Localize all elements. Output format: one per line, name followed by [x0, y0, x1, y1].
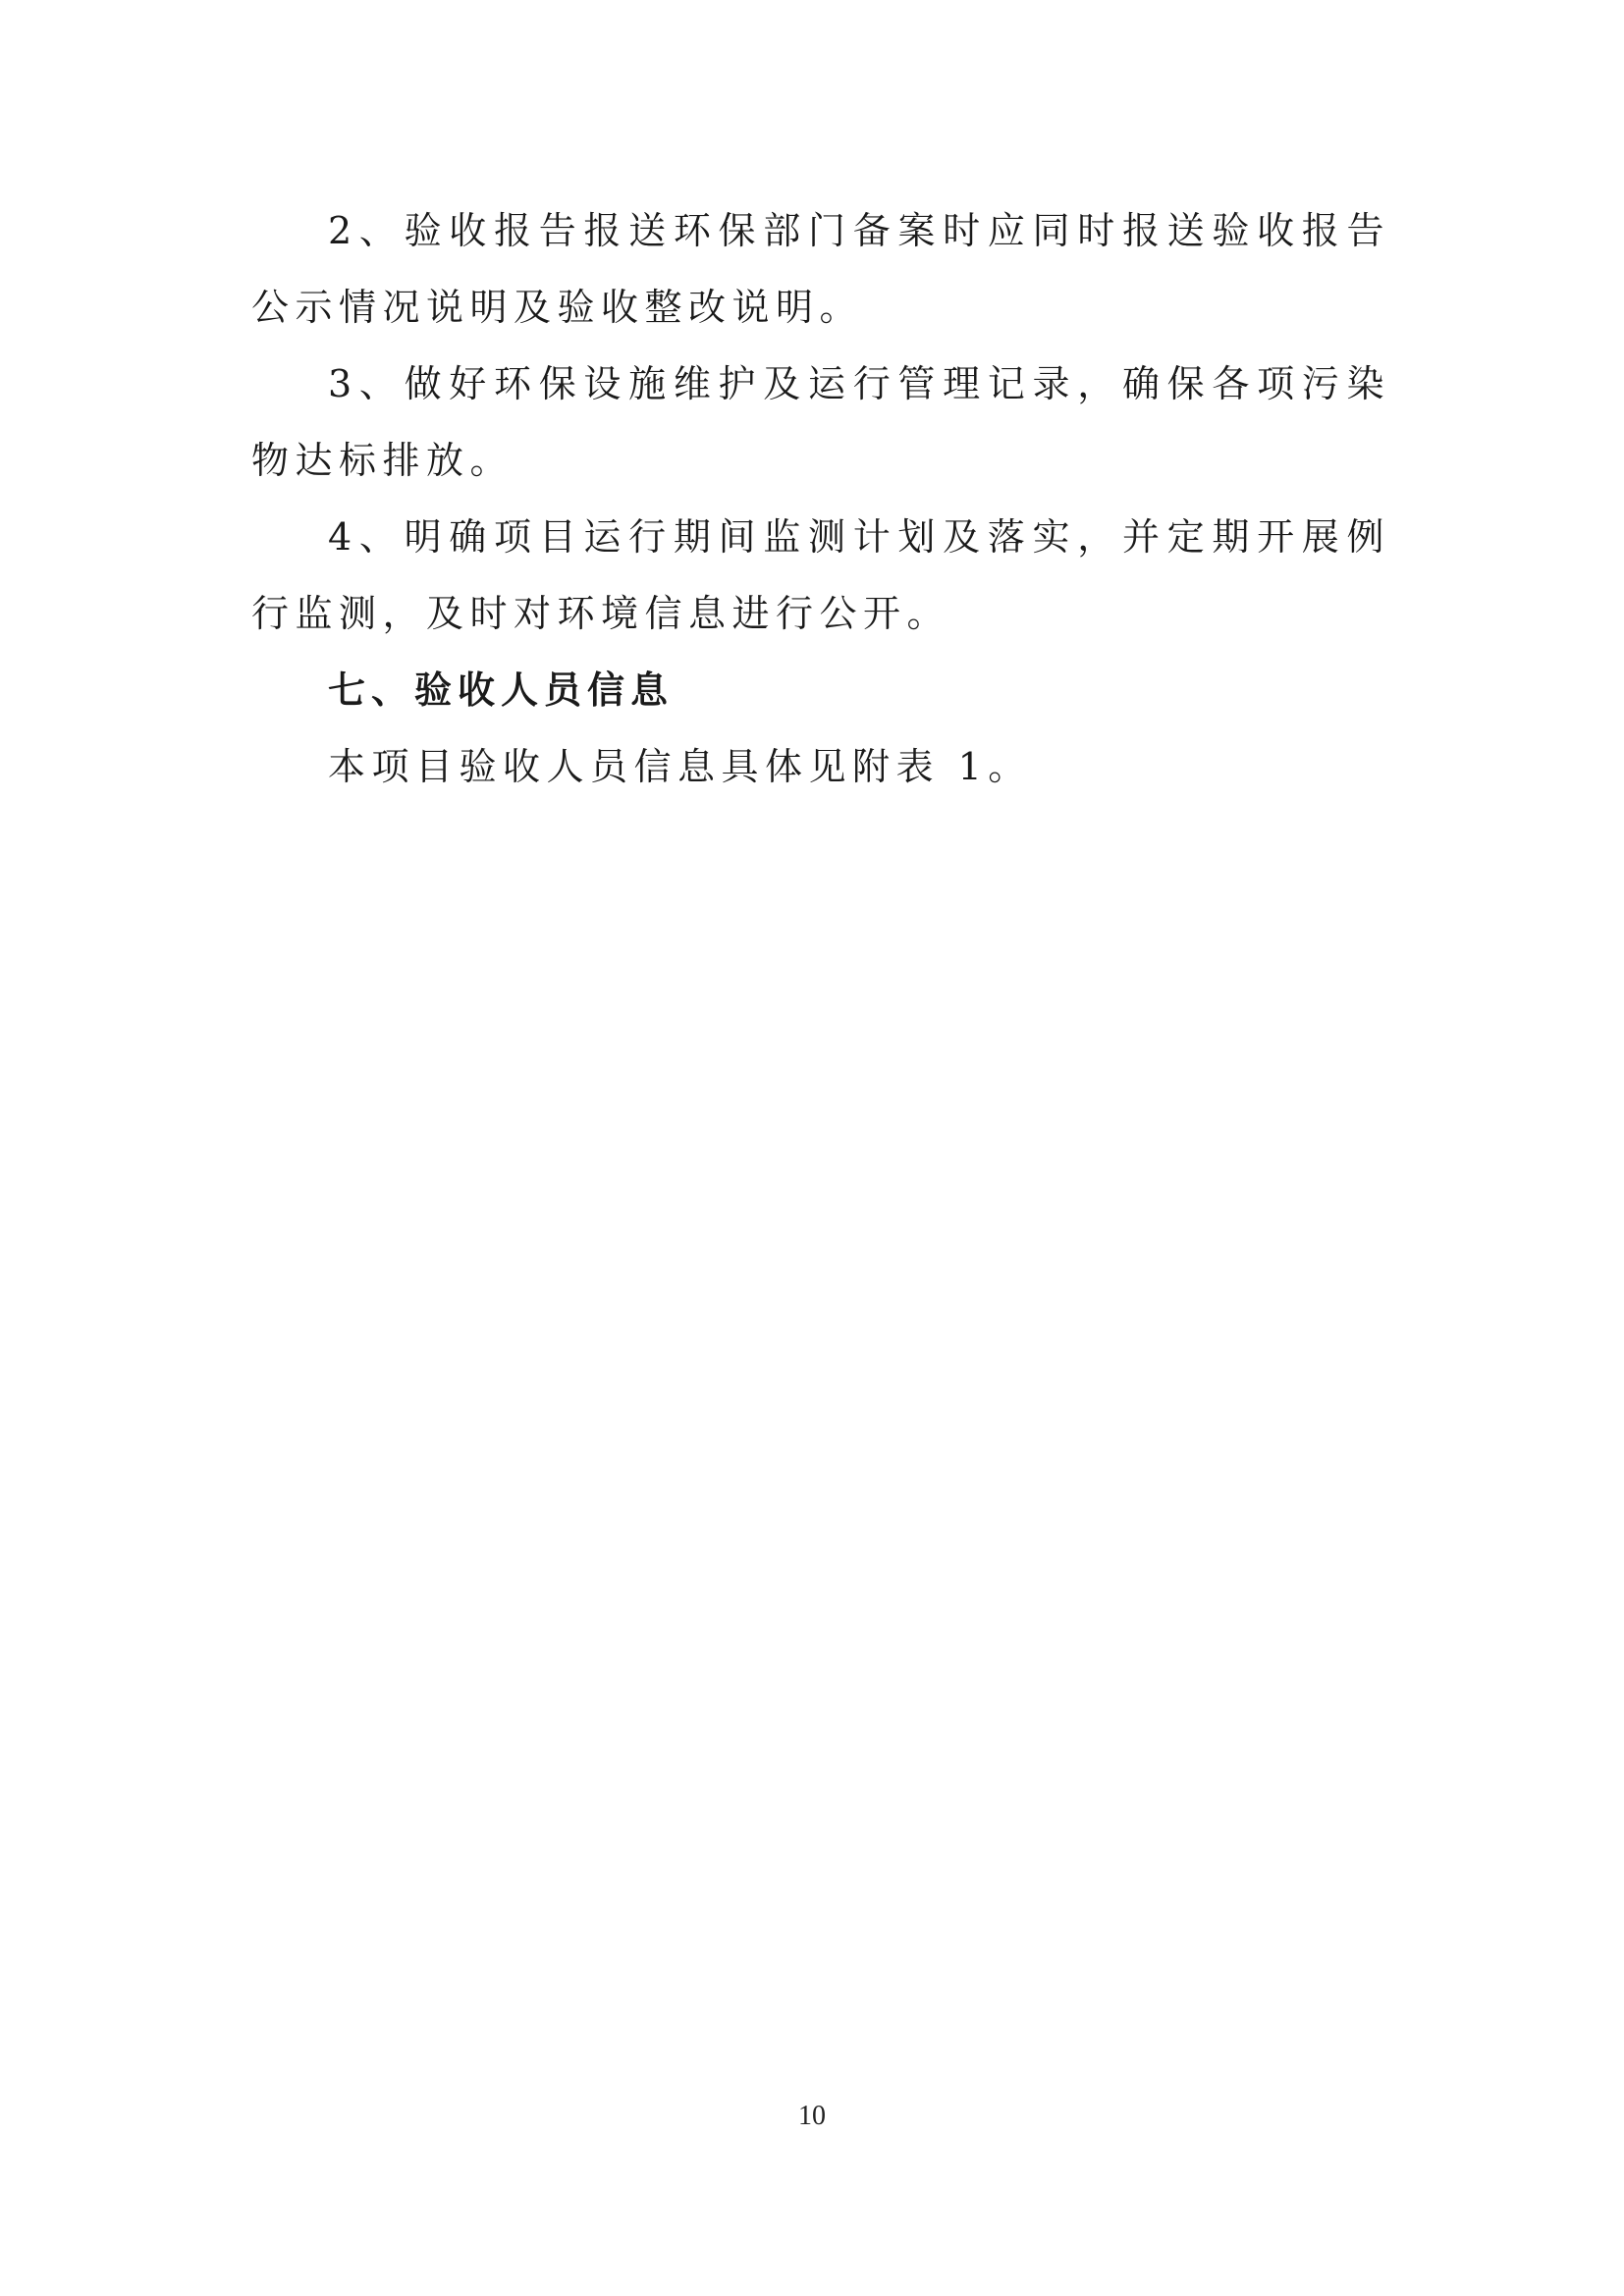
paragraph-item-2: 2、验收报告报送环保部门备案时应同时报送验收报告公示情况说明及验收整改说明。 — [251, 209, 1390, 329]
paragraph-item-4: 4、明确项目运行期间监测计划及落实，并定期开展例行监测，及时对环境信息进行公开。 — [251, 515, 1390, 635]
section-heading: 七、验收人员信息 — [328, 668, 675, 712]
section-body: 本项目验收人员信息具体见附表 1。 — [328, 745, 1032, 788]
page-number: 10 — [798, 2101, 826, 2131]
document-body — [251, 192, 1390, 805]
paragraph-item-3: 3、做好环保设施维护及运行管理记录，确保各项污染物达标排放。 — [251, 362, 1390, 482]
